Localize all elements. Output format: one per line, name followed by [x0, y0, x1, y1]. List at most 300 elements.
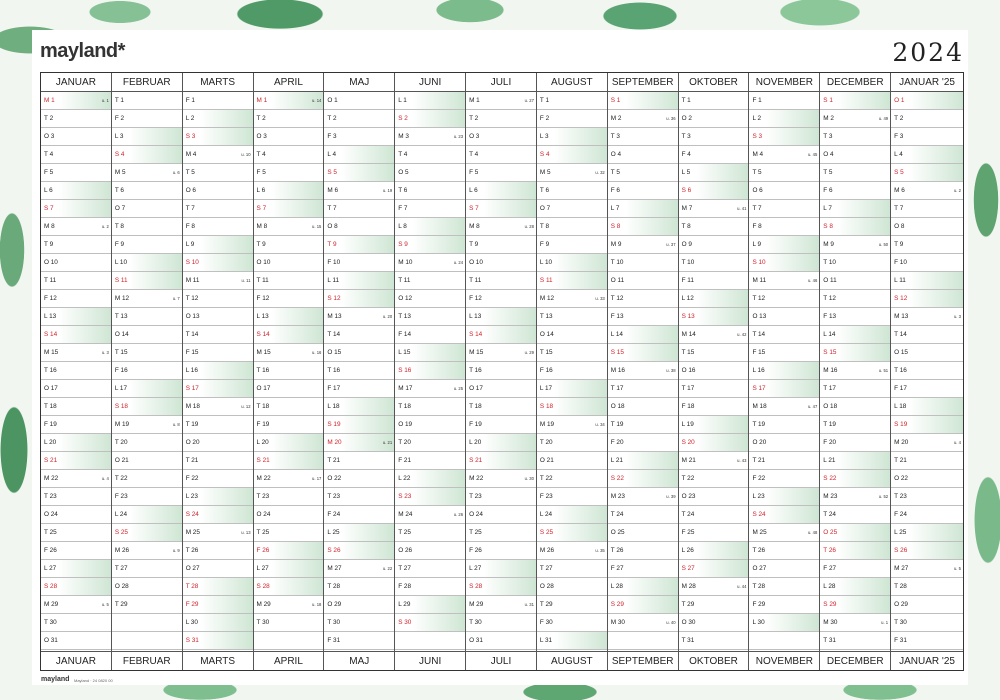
day-cell	[324, 506, 394, 524]
week-number: u. 8	[172, 422, 180, 427]
day-cell	[820, 542, 890, 560]
month-footer: JANUAR	[41, 651, 111, 670]
day-cell	[679, 380, 749, 398]
day-cell	[537, 434, 607, 452]
day-label: T 6	[398, 187, 408, 194]
day-label: L 30	[752, 619, 765, 626]
day-label: S 28	[469, 583, 483, 590]
month-footer: APRIL	[254, 651, 324, 670]
day-label: T 6	[539, 187, 550, 194]
day-cell	[891, 254, 963, 272]
day-cell	[608, 380, 678, 398]
day-label: S 12	[894, 295, 908, 302]
day-cell	[395, 128, 465, 146]
day-label: M 16	[610, 367, 625, 374]
day-cell	[820, 182, 890, 200]
day-label: F 7	[398, 205, 408, 212]
day-label: T 13	[114, 313, 128, 320]
day-label: S 27	[681, 565, 695, 572]
day-cell	[820, 92, 890, 110]
day-label: M 30	[610, 619, 625, 626]
day-cell	[820, 326, 890, 344]
day-label: T 14	[327, 331, 341, 338]
week-number: u. 12	[241, 404, 251, 409]
day-cell	[41, 326, 111, 344]
day-cell	[749, 506, 819, 524]
day-label: L 24	[114, 511, 128, 518]
day-cell	[183, 218, 253, 236]
day-label: L 20	[44, 439, 57, 446]
day-label: S 15	[610, 349, 624, 356]
day-cell	[891, 92, 963, 110]
day-label: F 20	[823, 439, 837, 446]
day-label: S 8	[823, 223, 833, 230]
day-label: S 21	[44, 457, 58, 464]
day-cell	[891, 200, 963, 218]
day-cell	[41, 308, 111, 326]
day-label: T 18	[398, 403, 411, 410]
day-label: O 7	[539, 205, 551, 212]
day-label: T 21	[752, 457, 766, 464]
day-cell	[679, 272, 749, 290]
day-cell	[41, 218, 111, 236]
day-label: T 9	[327, 241, 337, 248]
day-label: S 8	[610, 223, 621, 230]
day-cell	[41, 488, 111, 506]
day-label: S 12	[327, 295, 341, 302]
day-cell	[112, 578, 182, 596]
day-label: L 18	[327, 403, 340, 410]
year-title: 2024	[892, 38, 964, 67]
day-label: O 14	[114, 331, 129, 338]
day-cell	[891, 542, 963, 560]
day-cell	[112, 308, 182, 326]
day-label: O 10	[44, 259, 58, 266]
day-cell	[537, 272, 607, 290]
day-label: S 3	[185, 133, 196, 140]
day-cell	[254, 596, 324, 614]
day-cell	[749, 380, 819, 398]
day-cell	[820, 560, 890, 578]
week-number: u. 31	[524, 602, 534, 607]
day-cell	[466, 470, 536, 488]
day-cell	[324, 542, 394, 560]
day-cell	[324, 290, 394, 308]
week-number: u. 6	[172, 170, 180, 175]
day-cell	[254, 362, 324, 380]
day-label: O 5	[398, 169, 409, 176]
day-cell	[112, 146, 182, 164]
day-label: L 6	[44, 187, 53, 194]
day-cell	[395, 110, 465, 128]
week-number: u. 1	[881, 620, 889, 625]
day-cell	[183, 488, 253, 506]
week-number: u. 28	[524, 224, 534, 229]
day-label: T 7	[894, 205, 904, 212]
day-label: O 15	[327, 349, 342, 356]
day-cell	[891, 326, 963, 344]
day-cell	[183, 362, 253, 380]
day-cell	[608, 308, 678, 326]
day-cell	[254, 506, 324, 524]
day-label: M 8	[44, 223, 55, 230]
day-label: M 17	[398, 385, 413, 392]
day-cell	[395, 254, 465, 272]
day-label: O 17	[44, 385, 58, 392]
day-cell	[608, 614, 678, 632]
day-label: O 3	[469, 133, 480, 140]
day-cell	[41, 344, 111, 362]
day-label: S 25	[114, 529, 128, 536]
day-cell	[395, 578, 465, 596]
week-number: u. 18	[312, 602, 322, 607]
day-label: T 17	[681, 385, 695, 392]
day-label: O 6	[752, 187, 763, 194]
day-label: O 8	[327, 223, 338, 230]
day-label: O 25	[610, 529, 625, 536]
day-cell	[395, 272, 465, 290]
day-cell	[679, 542, 749, 560]
day-cell	[749, 488, 819, 506]
day-cell	[112, 218, 182, 236]
day-cell	[466, 596, 536, 614]
day-label: M 4	[752, 151, 764, 158]
day-label: L 10	[114, 259, 128, 266]
day-cell	[608, 110, 678, 128]
day-cell	[537, 344, 607, 362]
day-cell	[395, 344, 465, 362]
week-number: u. 16	[312, 350, 322, 355]
day-cell	[112, 344, 182, 362]
day-cell	[608, 596, 678, 614]
day-cell	[608, 560, 678, 578]
day-cell	[41, 398, 111, 416]
day-cell	[820, 146, 890, 164]
day-label: F 12	[256, 295, 270, 302]
day-cell	[183, 380, 253, 398]
day-label: L 8	[398, 223, 407, 230]
day-label: L 11	[327, 277, 340, 284]
day-cell	[254, 218, 324, 236]
day-label: M 23	[610, 493, 625, 500]
day-label: L 4	[894, 151, 903, 158]
day-label: M 13	[327, 313, 342, 320]
day-cell	[112, 182, 182, 200]
day-label: M 10	[398, 259, 413, 266]
month-header: JANUAR	[41, 73, 111, 92]
day-cell	[112, 452, 182, 470]
day-cell	[112, 560, 182, 578]
day-cell	[820, 632, 890, 650]
empty-cell	[395, 632, 465, 650]
day-cell	[395, 290, 465, 308]
day-cell	[41, 470, 111, 488]
day-cell	[466, 326, 536, 344]
day-label: T 23	[256, 493, 270, 500]
day-label: T 21	[327, 457, 341, 464]
day-cell	[466, 614, 536, 632]
day-cell	[183, 632, 253, 650]
day-label: T 14	[185, 331, 199, 338]
day-cell	[749, 308, 819, 326]
day-cell	[112, 524, 182, 542]
day-label: T 28	[894, 583, 907, 590]
day-cell	[679, 326, 749, 344]
day-cell	[749, 164, 819, 182]
day-label: S 21	[469, 457, 483, 464]
day-cell	[679, 416, 749, 434]
day-label: T 2	[327, 115, 337, 122]
month-footer: MARTS	[183, 651, 253, 670]
day-label: T 16	[469, 367, 482, 374]
day-label: O 22	[894, 475, 908, 482]
day-cell	[254, 254, 324, 272]
day-label: L 23	[752, 493, 765, 500]
day-label: L 26	[681, 547, 694, 554]
day-label: S 30	[398, 619, 412, 626]
week-number: u. 4	[101, 476, 109, 481]
day-cell	[466, 380, 536, 398]
day-label: O 18	[823, 403, 838, 410]
day-label: T 8	[114, 223, 124, 230]
week-number: u. 33	[595, 296, 605, 301]
day-label: L 11	[894, 277, 906, 284]
day-label: T 3	[823, 133, 833, 140]
day-label: T 25	[398, 529, 411, 536]
week-number: u. 20	[382, 314, 393, 319]
day-label: M 19	[539, 421, 555, 428]
day-label: O 27	[752, 565, 767, 572]
day-label: L 28	[610, 583, 623, 590]
day-cell	[254, 434, 324, 452]
day-label: T 21	[185, 457, 199, 464]
day-label: M 9	[610, 241, 622, 248]
day-label: O 20	[185, 439, 200, 446]
day-label: T 30	[44, 619, 57, 626]
day-label: O 31	[44, 637, 58, 644]
day-label: M 18	[752, 403, 767, 410]
day-label: F 1	[185, 97, 195, 104]
day-label: F 2	[114, 115, 125, 122]
day-label: O 23	[681, 493, 696, 500]
day-cell	[679, 128, 749, 146]
day-label: L 5	[681, 169, 691, 176]
day-cell	[679, 308, 749, 326]
day-cell	[254, 236, 324, 254]
day-label: M 15	[44, 349, 59, 356]
day-cell	[820, 578, 890, 596]
day-label: F 8	[185, 223, 195, 230]
day-cell	[183, 110, 253, 128]
day-cell	[820, 236, 890, 254]
day-label: L 24	[539, 511, 553, 518]
day-label: T 5	[823, 169, 833, 176]
day-cell	[608, 434, 678, 452]
day-cell	[466, 164, 536, 182]
day-cell	[537, 560, 607, 578]
day-cell	[183, 326, 253, 344]
day-label: O 29	[894, 601, 908, 608]
day-cell	[395, 200, 465, 218]
day-cell	[466, 146, 536, 164]
day-label: F 27	[823, 565, 837, 572]
day-cell	[395, 560, 465, 578]
day-label: M 19	[114, 421, 130, 428]
day-cell	[891, 470, 963, 488]
footer-code: Mayland · 24 0820 00	[74, 678, 113, 683]
day-label: L 20	[256, 439, 269, 446]
day-cell	[679, 614, 749, 632]
day-label: F 26	[256, 547, 270, 554]
day-label: S 31	[185, 637, 199, 644]
day-label: O 13	[185, 313, 200, 320]
day-label: L 6	[256, 187, 266, 194]
day-cell	[466, 254, 536, 272]
week-number: u. 9	[172, 548, 180, 553]
day-cell	[395, 542, 465, 560]
day-cell	[183, 254, 253, 272]
month-column	[466, 73, 537, 670]
day-label: M 27	[327, 565, 342, 572]
day-cell	[679, 218, 749, 236]
day-label: L 15	[398, 349, 411, 356]
day-label: L 3	[114, 133, 124, 140]
day-cell	[41, 416, 111, 434]
day-cell	[41, 542, 111, 560]
day-label: M 21	[681, 457, 696, 464]
day-label: F 10	[894, 259, 907, 266]
day-label: T 18	[469, 403, 482, 410]
day-label: T 27	[114, 565, 128, 572]
day-cell	[679, 254, 749, 272]
day-label: F 24	[894, 511, 907, 518]
day-label: M 6	[327, 187, 339, 194]
day-label: F 26	[469, 547, 482, 554]
day-label: M 16	[823, 367, 838, 374]
day-cell	[254, 560, 324, 578]
day-label: T 22	[114, 475, 128, 482]
day-cell	[466, 236, 536, 254]
day-cell	[41, 578, 111, 596]
day-label: S 10	[185, 259, 199, 266]
day-cell	[254, 470, 324, 488]
day-label: T 30	[469, 619, 482, 626]
day-cell	[749, 362, 819, 380]
day-label: M 9	[823, 241, 834, 248]
day-cell	[537, 362, 607, 380]
day-label: O 25	[823, 529, 838, 536]
day-cell	[324, 308, 394, 326]
day-cell	[537, 236, 607, 254]
day-label: M 12	[114, 295, 130, 302]
day-label: T 22	[681, 475, 695, 482]
day-cell	[324, 164, 394, 182]
day-label: T 16	[327, 367, 341, 374]
day-label: O 11	[610, 277, 625, 284]
day-label: M 6	[894, 187, 905, 194]
day-label: L 10	[539, 259, 553, 266]
day-cell	[112, 164, 182, 182]
day-cell	[395, 506, 465, 524]
day-cell	[324, 344, 394, 362]
day-label: T 25	[44, 529, 57, 536]
day-label: F 28	[398, 583, 412, 590]
day-cell	[820, 110, 890, 128]
day-cell	[891, 416, 963, 434]
day-label: F 17	[327, 385, 341, 392]
week-number: u. 15	[312, 224, 322, 229]
day-cell	[820, 452, 890, 470]
day-cell	[608, 542, 678, 560]
day-cell	[679, 164, 749, 182]
week-number: u. 50	[878, 242, 889, 247]
day-cell	[324, 578, 394, 596]
day-label: T 19	[823, 421, 836, 428]
day-label: S 26	[327, 547, 341, 554]
day-label: M 11	[185, 277, 200, 284]
day-cell	[254, 524, 324, 542]
day-cell	[537, 290, 607, 308]
day-cell	[749, 200, 819, 218]
month-header: JUNI	[395, 73, 465, 92]
day-cell	[608, 272, 678, 290]
day-label: M 1	[256, 97, 268, 104]
day-cell	[679, 506, 749, 524]
day-label: F 6	[610, 187, 620, 194]
day-label: M 29	[44, 601, 59, 608]
day-cell	[324, 92, 394, 110]
day-cell	[608, 416, 678, 434]
month-column	[749, 73, 820, 670]
month-header: JANUAR '25	[891, 73, 963, 92]
day-label: T 19	[610, 421, 624, 428]
day-label: L 17	[114, 385, 128, 392]
day-cell	[254, 398, 324, 416]
day-cell	[324, 362, 394, 380]
day-label: S 2	[398, 115, 408, 122]
day-label: F 12	[44, 295, 57, 302]
day-label: S 19	[327, 421, 341, 428]
day-label: F 13	[823, 313, 837, 320]
day-cell	[395, 380, 465, 398]
month-header: APRIL	[254, 73, 324, 92]
day-label: S 1	[823, 97, 833, 104]
day-label: F 19	[44, 421, 57, 428]
day-label: T 20	[539, 439, 553, 446]
week-number: u. 2	[953, 188, 961, 193]
day-cell	[537, 218, 607, 236]
day-cell	[254, 308, 324, 326]
day-label: S 11	[114, 277, 128, 284]
day-label: T 1	[539, 97, 550, 104]
day-cell	[254, 182, 324, 200]
day-cell	[537, 164, 607, 182]
day-cell	[395, 218, 465, 236]
day-cell	[466, 434, 536, 452]
day-label: L 7	[823, 205, 832, 212]
day-cell	[820, 290, 890, 308]
day-cell	[749, 218, 819, 236]
day-cell	[608, 488, 678, 506]
day-cell	[183, 470, 253, 488]
day-label: O 2	[681, 115, 692, 122]
month-footer: NOVEMBER	[749, 651, 819, 670]
day-cell	[537, 308, 607, 326]
day-cell	[820, 596, 890, 614]
day-cell	[749, 128, 819, 146]
day-cell	[183, 434, 253, 452]
day-label: L 6	[469, 187, 478, 194]
